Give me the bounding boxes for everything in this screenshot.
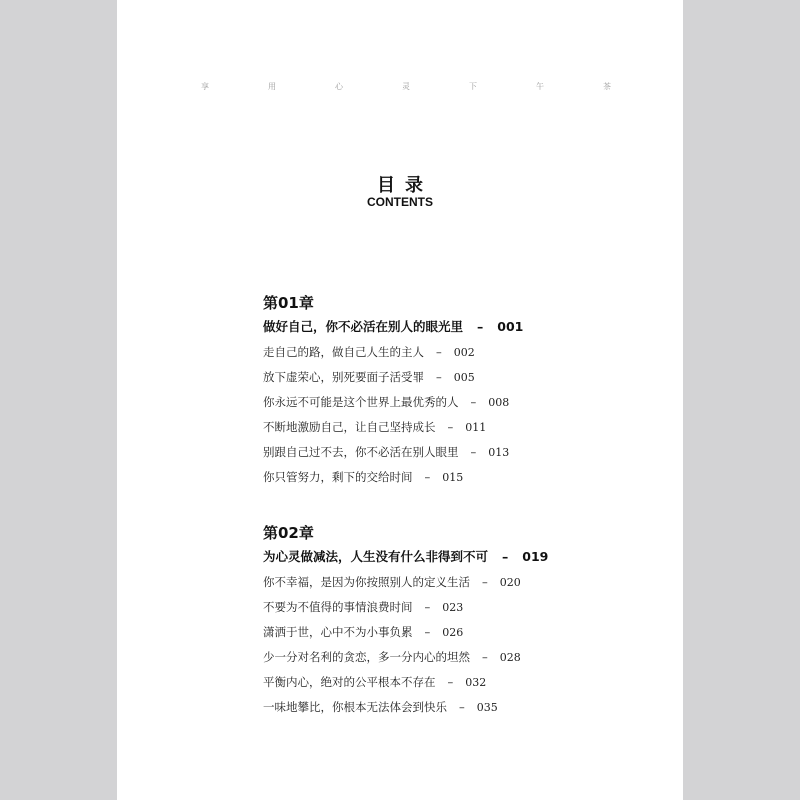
toc-entry-text: 不要为不值得的事情浪费时间 [263, 600, 413, 614]
chapter-02 [263, 522, 548, 720]
leader-dash: – [482, 575, 488, 589]
leader-dash: – [447, 420, 454, 434]
leader-dash: – [459, 700, 465, 714]
toc-entry-text: 一味地攀比，你根本无法体会到快乐 [263, 700, 447, 714]
toc-entry[interactable] [263, 595, 548, 620]
toc-entry-text: 你不幸福，是因为你按照别人的定义生活 [263, 575, 470, 589]
toc-entry-text: 平衡内心，绝对的公平根本不存在 [263, 675, 436, 689]
page-number: 020 [499, 576, 521, 589]
leader-dash: – [470, 395, 477, 409]
toc-entry-text: 潇洒于世，心中不为小事负累 [263, 625, 413, 639]
page-title: 目录 [377, 175, 433, 196]
page-number: 013 [488, 446, 510, 459]
running-head [201, 81, 611, 95]
page-number: 005 [453, 371, 475, 384]
book-page [117, 0, 683, 800]
leader-dash: – [502, 549, 509, 564]
toc-entry[interactable] [263, 465, 523, 490]
toc-entry[interactable] [263, 440, 523, 465]
running-head-char: 用 [268, 82, 276, 91]
running-head-char: 茶 [603, 82, 611, 91]
leader-dash: – [436, 345, 442, 359]
toc-entry[interactable] [263, 365, 523, 390]
page-number: 002 [453, 346, 475, 359]
chapter-heading-text: 做好自己，你不必活在别人的眼光里 [263, 319, 464, 334]
running-head-char: 心 [335, 82, 343, 91]
page-number: 028 [499, 651, 521, 664]
chapter-heading-text: 为心灵做减法，人生没有什么非得到不可 [263, 549, 489, 564]
leader-dash: – [447, 675, 454, 689]
page-number: 011 [465, 421, 487, 434]
leader-dash: – [424, 600, 431, 614]
leader-dash: – [424, 625, 431, 639]
chapter-label: 第01章 [263, 294, 314, 312]
toc-entry[interactable] [263, 340, 523, 365]
toc-entry[interactable] [263, 620, 548, 645]
leader-dash: – [424, 470, 431, 484]
toc-entry-text: 你只管努力，剩下的交给时间 [263, 470, 413, 484]
chapter-01 [263, 292, 523, 490]
toc-entry-text: 别跟自己过不去，你不必活在别人眼里 [263, 445, 459, 459]
page-number: 015 [442, 471, 464, 484]
toc-entry[interactable] [263, 570, 548, 595]
leader-dash: – [436, 370, 442, 384]
page-number: 001 [497, 319, 524, 334]
page-number: 008 [488, 396, 510, 409]
toc-entry-text: 你永远不可能是这个世界上最优秀的人 [263, 395, 459, 409]
toc-entry[interactable] [263, 645, 548, 670]
page-subtitle: CONTENTS [367, 195, 433, 209]
page-number: 019 [522, 549, 549, 564]
chapter-label: 第02章 [263, 524, 314, 542]
toc-entry[interactable] [263, 695, 548, 720]
page-number: 032 [465, 676, 487, 689]
toc-entry-text: 走自己的路，做自己人生的主人 [263, 345, 424, 359]
running-head-char: 灵 [402, 82, 410, 91]
chapter-heading[interactable] [263, 314, 523, 340]
leader-dash: – [477, 319, 484, 334]
leader-dash: – [482, 650, 488, 664]
toc-entry[interactable] [263, 390, 523, 415]
leader-dash: – [470, 445, 477, 459]
running-head-char: 享 [201, 82, 209, 91]
toc-entry[interactable] [263, 415, 523, 440]
chapter-heading[interactable] [263, 544, 548, 570]
page-number: 035 [476, 701, 498, 714]
running-head-char: 午 [536, 82, 544, 91]
page-number: 026 [442, 626, 464, 639]
toc-entry-text: 放下虚荣心，别死要面子活受罪 [263, 370, 424, 384]
toc-entry-text: 少一分对名利的贪恋，多一分内心的坦然 [263, 650, 470, 664]
page-number: 023 [442, 601, 464, 614]
toc-entry[interactable] [263, 670, 548, 695]
running-head-char: 下 [469, 82, 477, 91]
toc-entry-text: 不断地激励自己，让自己坚持成长 [263, 420, 436, 434]
